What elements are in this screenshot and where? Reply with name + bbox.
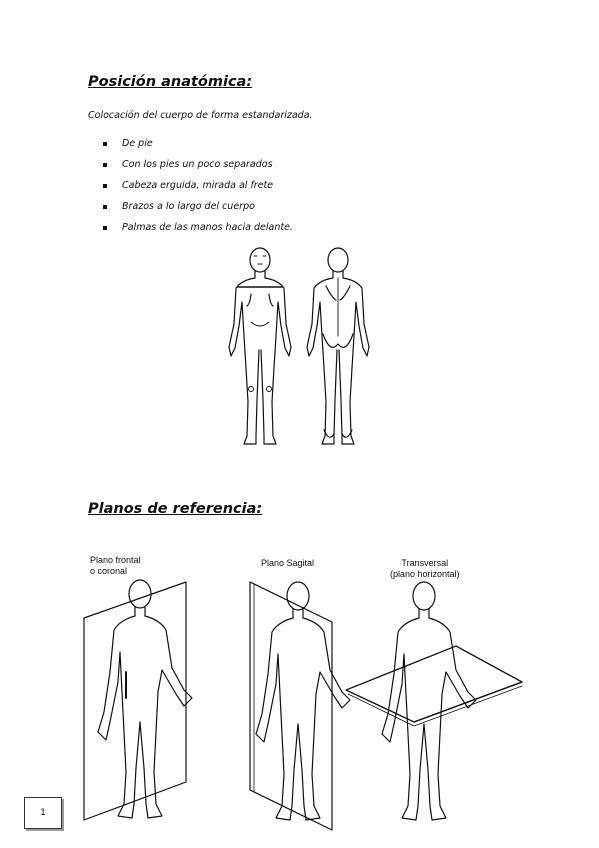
- bullet-icon: [103, 142, 107, 146]
- list-item: De pie: [100, 137, 293, 158]
- list-item: Cabeza erguida, mirada al frete: [100, 179, 293, 200]
- page-number: 1: [40, 808, 46, 818]
- list-item: Con los pies un poco separados: [100, 158, 293, 179]
- section-heading-reference-planes: Planos de referencia:: [88, 501, 263, 517]
- bullet-icon: [103, 226, 107, 230]
- anatomical-position-figure: [210, 244, 380, 459]
- section-heading-anatomical-position: Posición anatómica:: [88, 74, 253, 90]
- list-item: Palmas de las manos hacia delante.: [100, 221, 293, 242]
- back-figure: [307, 248, 369, 444]
- page-number-box: [24, 797, 62, 829]
- bullet-icon: [103, 184, 107, 188]
- front-figure: [229, 248, 291, 444]
- bullet-list: [100, 137, 293, 242]
- transverse-plane-group: [346, 582, 522, 820]
- bullet-icon: [103, 163, 107, 167]
- list-item: Brazos a lo largo del cuerpo: [100, 200, 293, 221]
- label-sagittal-plane: Plano Sagital: [261, 558, 315, 568]
- intro-text: Colocación del cuerpo de forma estandarizada.: [88, 110, 313, 121]
- sagittal-plane-group: [250, 582, 350, 830]
- label-frontal-plane: Plano frontal o coronal: [90, 555, 141, 576]
- bullet-icon: [103, 205, 107, 209]
- label-transverse-plane: Transversal (plano horizontal): [390, 558, 460, 579]
- frontal-plane-group: [84, 580, 192, 820]
- reference-planes-figure: [70, 572, 535, 834]
